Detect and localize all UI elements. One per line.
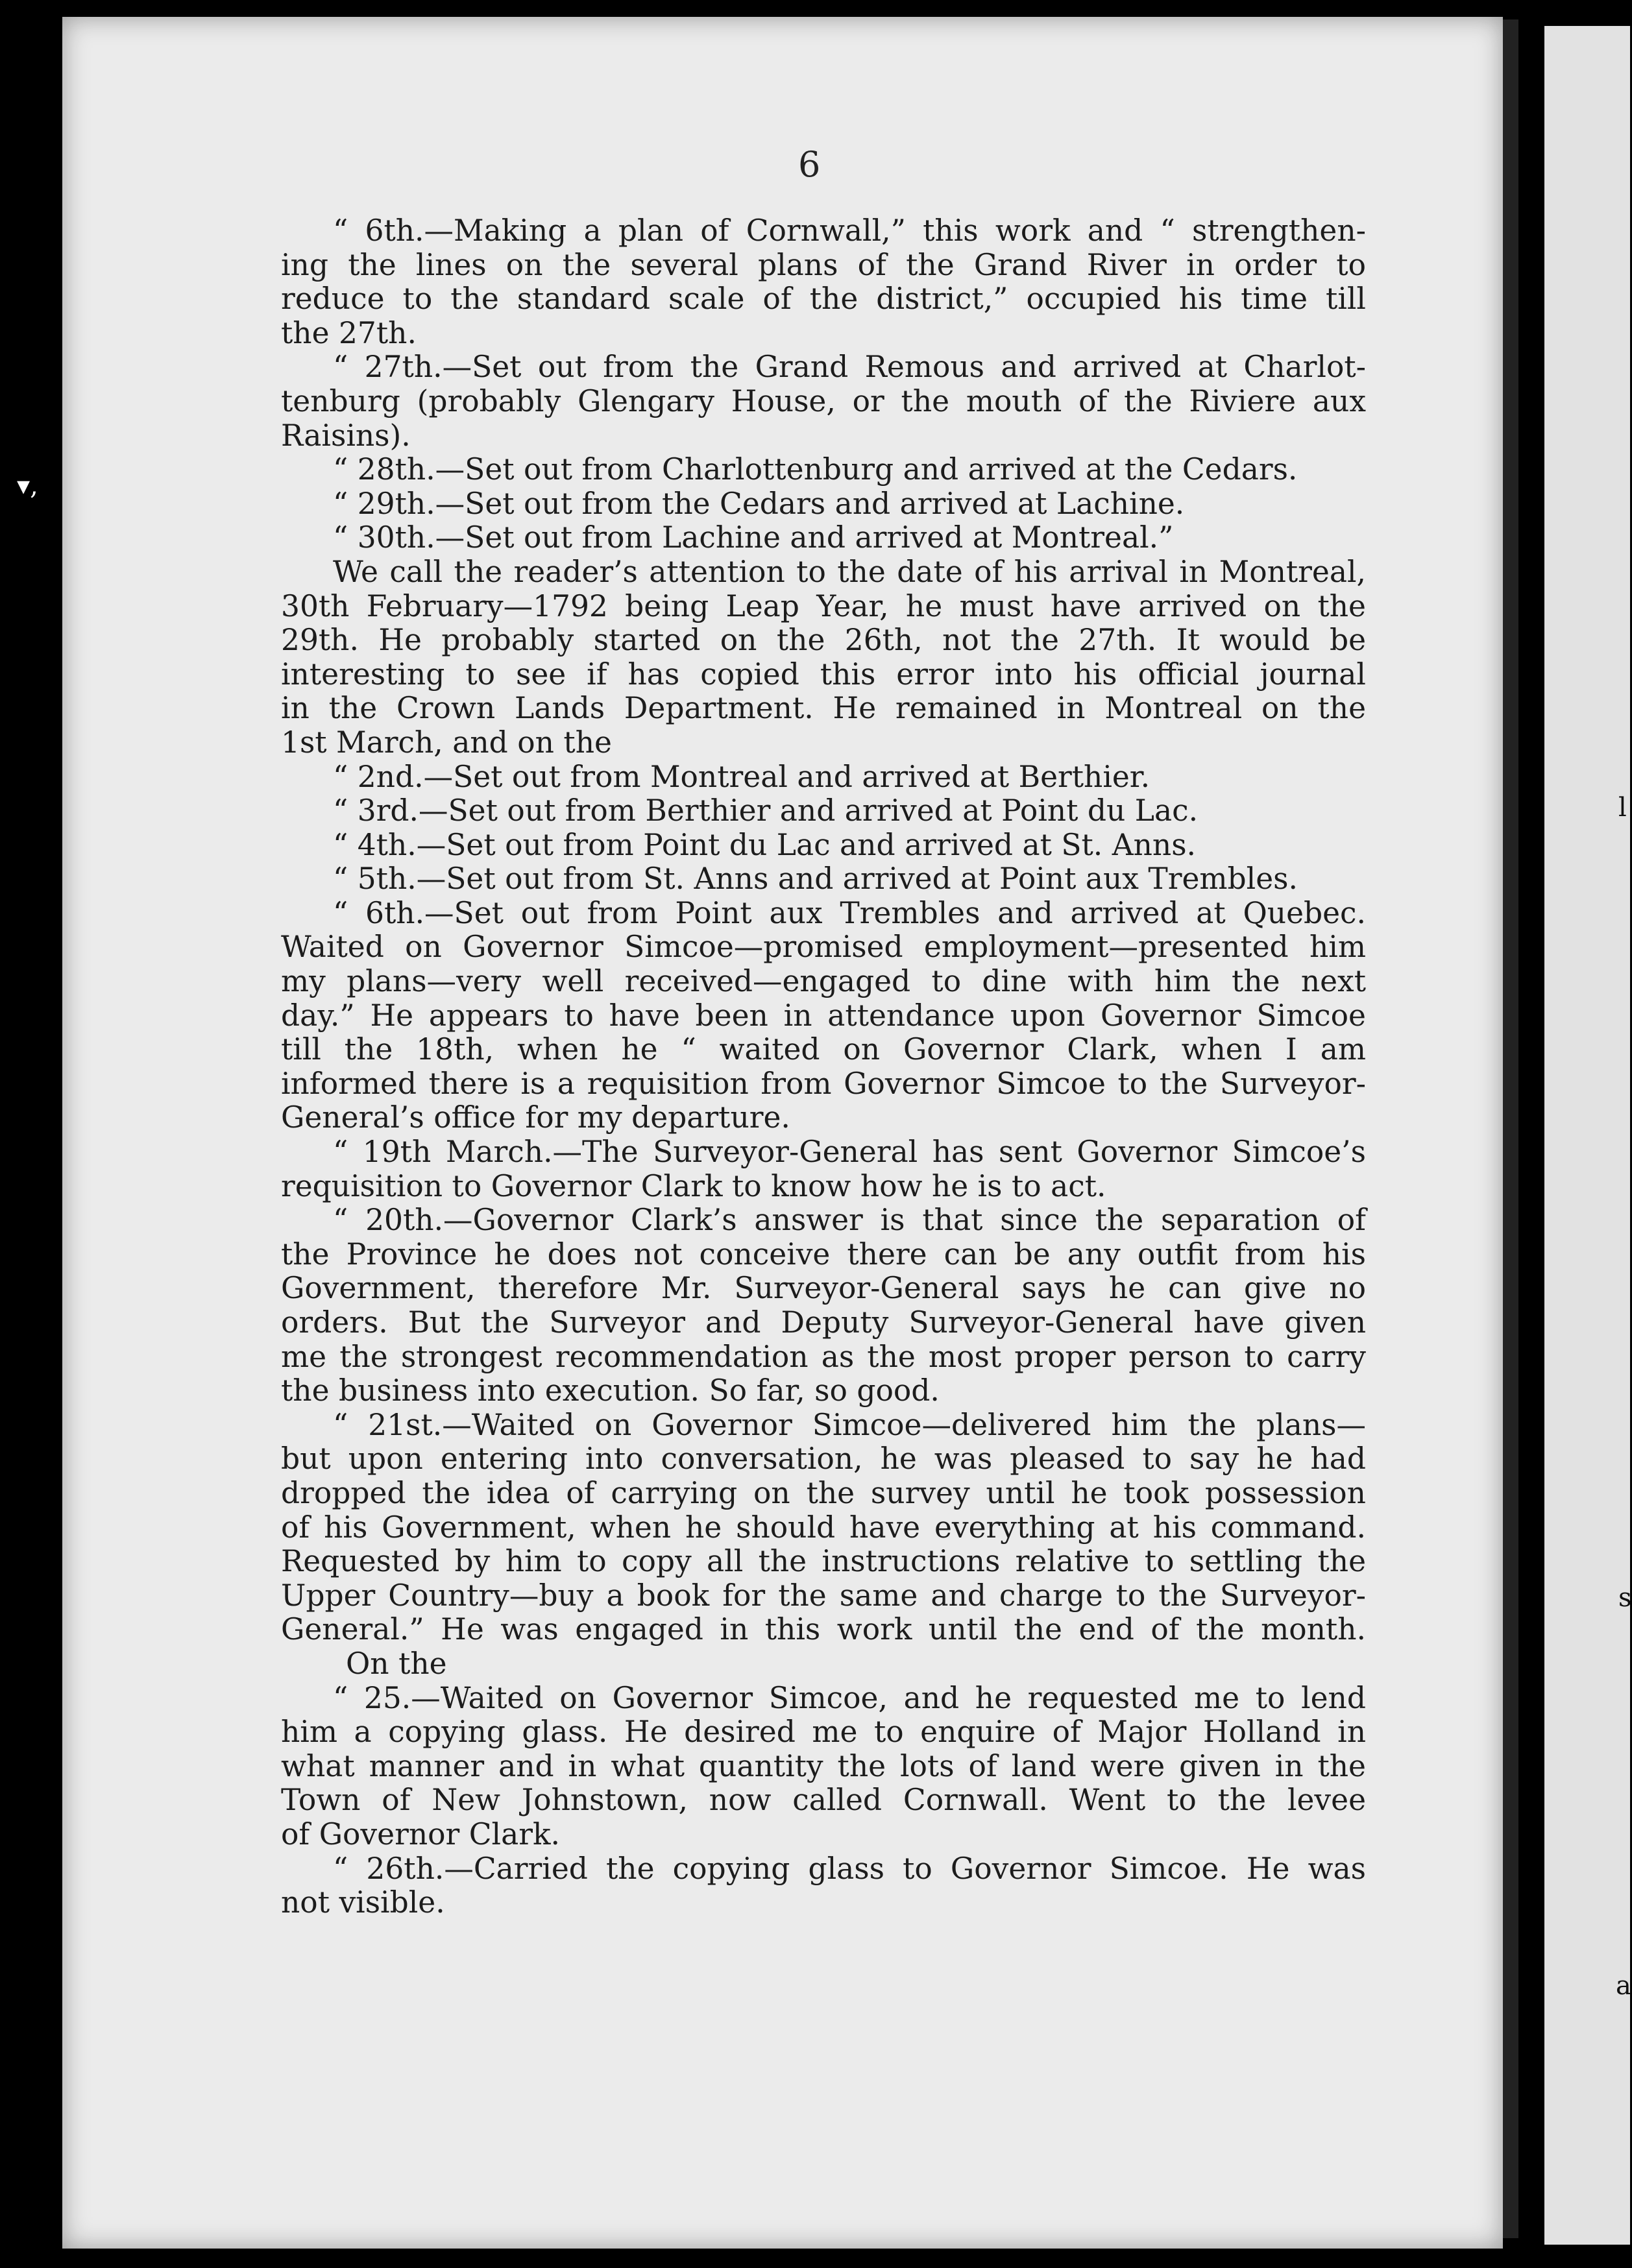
text-line: “ 2nd.—Set out from Montreal and arrived at Berthier. [333,759,1151,794]
text-line: not visible. [281,1885,445,1920]
text-line: Waited on Governor Simcoe—promised employment—presented him [281,930,1366,965]
text-line: “ 28th.—Set out from Charlottenburg and arrived at the Cedars. [333,452,1298,487]
text-line: “ 21st.—Waited on Governor Simcoe—delivered him the plans— [333,1407,1366,1442]
text-line: in the Crown Lands Department. He remained in Montreal on the [281,691,1366,726]
text-line: 30th February—1792 being Leap Year, he must have arrived on the [281,588,1366,623]
text-line: orders. But the Surveyor and Deputy Surveyor-General have given [281,1305,1366,1340]
text-line: of his Government, when he should have everything at his command. [281,1510,1366,1545]
text-line: informed there is a requisition from Governor Simcoe to the Surveyor- [281,1066,1366,1101]
text-line: We call the reader’s attention to the date of his arrival in Montreal, [333,554,1366,589]
text-line: 1st March, and on the [281,725,612,760]
text-line: “ 26th.—Carried the copying glass to Governor Simcoe. He was [333,1851,1366,1886]
text-line: interesting to see if has copied this error into his official journal [281,657,1366,692]
text-line: “ 29th.—Set out from the Cedars and arrived at Lachine. [333,486,1185,521]
text-line: General’s office for my departure. [281,1100,790,1135]
text-line: dropped the idea of carrying on the survey until he took possession [281,1475,1366,1510]
text-line: “ 5th.—Set out from St. Anns and arrived at Point aux Trembles. [333,862,1298,897]
adjacent-page-mark: l [1618,793,1627,823]
margin-mark: ▾, [17,471,38,501]
text-line: “ 30th.—Set out from Lachine and arrived at Montreal.” [333,520,1174,555]
text-line: requisition to Governor Clark to know how he is to act. [281,1168,1106,1203]
text-line: “ 3rd.—Set out from Berthier and arrived at Point du Lac. [333,793,1199,828]
text-line: ing the lines on the several plans of the Grand River in order to [281,247,1366,282]
text-line: Town of New Johnstown, now called Cornwall. Went to the levee [281,1783,1366,1818]
body-text [281,214,1366,1920]
text-line: Requested by him to copy all the instructions relative to settling the [281,1544,1366,1579]
text-line: what manner and in what quantity the lots of land were given in the [281,1748,1366,1783]
text-line: Government, therefore Mr. Surveyor-General says he can give no [281,1271,1366,1306]
text-line: tenburg (probably Glengary House, or the mouth of the Riviere aux [281,383,1366,418]
text-line: On the [346,1646,447,1681]
text-line: General.” He was engaged in this work until the end of the month. [281,1612,1366,1647]
text-line: Upper Country—buy a book for the same and charge to the Surveyor- [281,1578,1366,1613]
text-line: the Province he does not conceive there can be any outfit from his [281,1237,1366,1272]
text-line: but upon entering into conversation, he was pleased to say he had [281,1442,1366,1477]
adjacent-page [1544,26,1630,2245]
adjacent-page-mark: a [1616,1971,1631,2001]
text-line: “ 6th.—Set out from Point aux Trembles and arrived at Quebec. [333,895,1366,930]
text-line: me the strongest recommendation as the most proper person to carry [281,1339,1366,1374]
text-line: of Governor Clark. [281,1816,561,1852]
text-line: “ 6th.—Making a plan of Cornwall,” this work and “ strengthen- [333,213,1366,248]
text-line: my plans—very well received—engaged to dine with him the next [281,964,1366,999]
text-line: the business into execution. So far, so good. [281,1373,940,1408]
text-line: “ 4th.—Set out from Point du Lac and arrived at St. Anns. [333,827,1197,862]
text-line: Raisins). [281,418,411,453]
adjacent-page-mark: s [1618,1583,1632,1613]
text-line: 29th. He probably started on the 26th, not the 27th. It would be [281,623,1366,658]
text-line: “ 20th.—Governor Clark’s answer is that since the separation of [333,1203,1366,1238]
text-line: “ 27th.—Set out from the Grand Remous and arrived at Charlot- [333,350,1366,385]
text-line: till the 18th, when he “ waited on Governor Clark, when I am [281,1032,1366,1067]
page-number: 6 [798,144,821,185]
text-line: the 27th. [281,315,417,350]
page-gutter [1503,19,1518,2238]
text-line: day.” He appears to have been in attendance upon Governor Simcoe [281,998,1366,1033]
text-line: “ 19th March.—The Surveyor-General has sent Governor Simcoe’s [333,1135,1366,1170]
text-line: reduce to the standard scale of the district,” occupied his time till [281,282,1366,317]
text-line: him a copying glass. He desired me to enquire of Major Holland in [281,1715,1366,1750]
text-line: “ 25.—Waited on Governor Simcoe, and he requested me to lend [333,1680,1366,1715]
